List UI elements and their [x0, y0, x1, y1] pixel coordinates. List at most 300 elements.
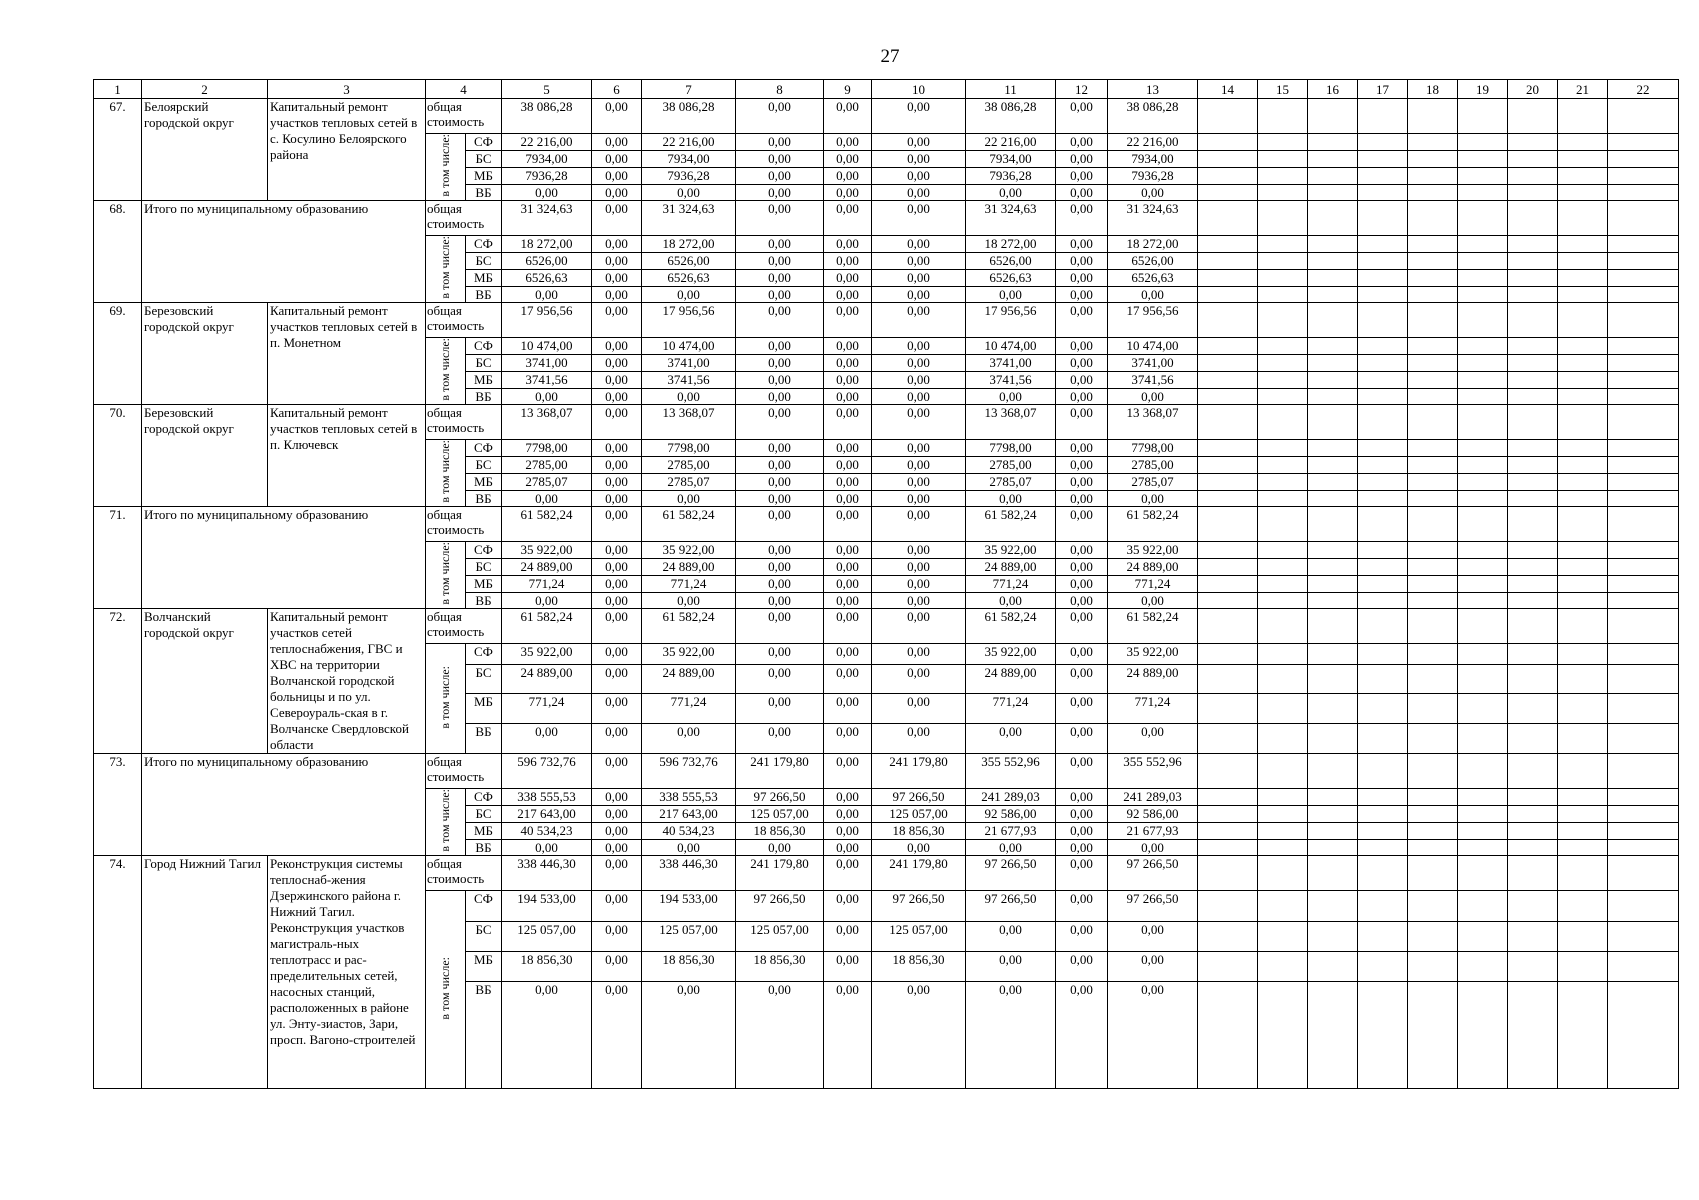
value-cell: 0,00: [1056, 151, 1108, 168]
value-cell: 0,00: [1056, 922, 1108, 952]
empty-cell: [1608, 270, 1679, 287]
empty-cell: [1508, 806, 1558, 823]
empty-cell: [1308, 355, 1358, 372]
empty-cell: [1608, 338, 1679, 355]
value-cell: 0,00: [502, 724, 592, 754]
fund-source-label: СФ: [466, 134, 502, 151]
empty-cell: [1458, 507, 1508, 542]
empty-cell: [1558, 201, 1608, 236]
municipality-name: Волчанский городской округ: [142, 609, 268, 754]
empty-cell: [1308, 559, 1358, 576]
value-cell: 0,00: [872, 303, 966, 338]
fund-source-label: БС: [466, 253, 502, 270]
table-row: [94, 856, 1679, 891]
empty-cell: [1508, 303, 1558, 338]
empty-cell: [1358, 922, 1408, 952]
value-cell: 0,00: [824, 270, 872, 287]
value-cell: 0,00: [824, 99, 872, 134]
value-cell: 6526,63: [502, 270, 592, 287]
value-cell: 194 533,00: [502, 891, 592, 922]
empty-cell: [1258, 440, 1308, 457]
empty-cell: [1458, 372, 1508, 389]
total-label: Итого по муниципальному образованию: [142, 507, 426, 609]
empty-cell: [1358, 287, 1408, 303]
empty-cell: [1408, 507, 1458, 542]
empty-cell: [1358, 609, 1408, 644]
value-cell: 0,00: [824, 134, 872, 151]
value-cell: 0,00: [642, 593, 736, 609]
empty-cell: [1308, 134, 1358, 151]
fund-source-label: БС: [466, 355, 502, 372]
value-cell: 0,00: [736, 185, 824, 201]
value-cell: 2785,00: [966, 457, 1056, 474]
empty-cell: [1458, 457, 1508, 474]
empty-cell: [1308, 185, 1358, 201]
empty-cell: [1258, 405, 1308, 440]
value-cell: 0,00: [592, 982, 642, 1089]
empty-cell: [1258, 287, 1308, 303]
value-cell: 97 266,50: [736, 789, 824, 806]
table-row: [94, 405, 1679, 440]
value-cell: 7936,28: [642, 168, 736, 185]
value-cell: 0,00: [824, 665, 872, 694]
empty-cell: [1308, 405, 1358, 440]
empty-cell: [1458, 168, 1508, 185]
empty-cell: [1608, 372, 1679, 389]
fund-source-label: МБ: [466, 576, 502, 593]
empty-cell: [1198, 891, 1258, 922]
value-cell: 61 582,24: [1108, 609, 1198, 644]
value-cell: 0,00: [824, 457, 872, 474]
value-cell: 0,00: [592, 270, 642, 287]
value-cell: 18 856,30: [736, 952, 824, 982]
value-cell: 0,00: [872, 338, 966, 355]
including-label: в том числе:: [438, 665, 452, 729]
value-cell: 35 922,00: [502, 542, 592, 559]
general-cost-label: общая стоимость: [426, 856, 502, 891]
value-cell: 0,00: [872, 724, 966, 754]
empty-cell: [1558, 609, 1608, 644]
empty-cell: [1258, 559, 1308, 576]
value-cell: 0,00: [872, 507, 966, 542]
empty-cell: [1558, 270, 1608, 287]
value-cell: 241 289,03: [966, 789, 1056, 806]
value-cell: 24 889,00: [642, 559, 736, 576]
empty-cell: [1408, 559, 1458, 576]
empty-cell: [1558, 474, 1608, 491]
empty-cell: [1408, 355, 1458, 372]
empty-cell: [1558, 576, 1608, 593]
empty-cell: [1558, 754, 1608, 789]
empty-cell: [1608, 559, 1679, 576]
value-cell: 0,00: [824, 372, 872, 389]
value-cell: 0,00: [592, 253, 642, 270]
empty-cell: [1308, 856, 1358, 891]
value-cell: 125 057,00: [872, 806, 966, 823]
empty-cell: [1308, 609, 1358, 644]
value-cell: 125 057,00: [502, 922, 592, 952]
value-cell: 35 922,00: [502, 644, 592, 665]
value-cell: 771,24: [1108, 576, 1198, 593]
value-cell: 7934,00: [1108, 151, 1198, 168]
empty-cell: [1558, 253, 1608, 270]
including-label-cell: [426, 891, 466, 1089]
value-cell: 7798,00: [966, 440, 1056, 457]
value-cell: 0,00: [592, 457, 642, 474]
value-cell: 0,00: [736, 491, 824, 507]
empty-cell: [1458, 840, 1508, 856]
value-cell: 0,00: [1056, 185, 1108, 201]
value-cell: 0,00: [824, 754, 872, 789]
empty-cell: [1458, 253, 1508, 270]
value-cell: 0,00: [824, 609, 872, 644]
value-cell: 0,00: [1056, 644, 1108, 665]
value-cell: 0,00: [592, 185, 642, 201]
value-cell: 0,00: [736, 372, 824, 389]
value-cell: 0,00: [592, 789, 642, 806]
empty-cell: [1608, 491, 1679, 507]
empty-cell: [1458, 856, 1508, 891]
value-cell: 0,00: [502, 491, 592, 507]
value-cell: 217 643,00: [642, 806, 736, 823]
value-cell: 38 086,28: [642, 99, 736, 134]
empty-cell: [1258, 576, 1308, 593]
object-name: Капитальный ремонт участков тепловых сетей в с. Косулино Белоярского района: [268, 99, 426, 201]
empty-cell: [1258, 609, 1308, 644]
including-label: в том числе:: [438, 440, 452, 503]
empty-cell: [1508, 891, 1558, 922]
empty-cell: [1508, 185, 1558, 201]
empty-cell: [1198, 270, 1258, 287]
value-cell: 0,00: [736, 593, 824, 609]
value-cell: 0,00: [592, 507, 642, 542]
value-cell: 0,00: [824, 405, 872, 440]
empty-cell: [1258, 236, 1308, 253]
value-cell: 0,00: [592, 405, 642, 440]
empty-cell: [1258, 389, 1308, 405]
value-cell: 0,00: [824, 389, 872, 405]
empty-cell: [1508, 724, 1558, 754]
value-cell: 0,00: [824, 982, 872, 1089]
value-cell: 0,00: [736, 287, 824, 303]
empty-cell: [1558, 440, 1608, 457]
empty-cell: [1258, 823, 1308, 840]
empty-cell: [1458, 474, 1508, 491]
empty-cell: [1558, 355, 1608, 372]
value-cell: 0,00: [736, 559, 824, 576]
table-row: [94, 201, 1679, 236]
empty-cell: [1258, 474, 1308, 491]
empty-cell: [1258, 982, 1308, 1089]
value-cell: 0,00: [872, 168, 966, 185]
page-number: 27: [880, 46, 900, 67]
empty-cell: [1198, 168, 1258, 185]
empty-cell: [1458, 338, 1508, 355]
value-cell: 0,00: [1056, 593, 1108, 609]
empty-cell: [1458, 724, 1508, 754]
value-cell: 0,00: [1108, 185, 1198, 201]
empty-cell: [1308, 440, 1358, 457]
fund-source-label: БС: [466, 665, 502, 694]
value-cell: 0,00: [872, 134, 966, 151]
empty-cell: [1308, 236, 1358, 253]
empty-cell: [1508, 922, 1558, 952]
value-cell: 0,00: [872, 982, 966, 1089]
value-cell: 0,00: [872, 253, 966, 270]
empty-cell: [1308, 491, 1358, 507]
value-cell: 2785,07: [1108, 474, 1198, 491]
empty-cell: [1258, 338, 1308, 355]
empty-cell: [1308, 270, 1358, 287]
value-cell: 3741,00: [1108, 355, 1198, 372]
value-cell: 0,00: [736, 355, 824, 372]
column-number-header: 3: [268, 80, 426, 99]
value-cell: 0,00: [736, 724, 824, 754]
empty-cell: [1508, 952, 1558, 982]
value-cell: 0,00: [872, 559, 966, 576]
fund-source-label: СФ: [466, 440, 502, 457]
empty-cell: [1358, 474, 1408, 491]
value-cell: 21 677,93: [966, 823, 1056, 840]
value-cell: 241 179,80: [736, 754, 824, 789]
value-cell: 771,24: [642, 576, 736, 593]
value-cell: 0,00: [1056, 287, 1108, 303]
empty-cell: [1608, 754, 1679, 789]
municipality-name: Город Нижний Тагил: [142, 856, 268, 1089]
empty-cell: [1358, 389, 1408, 405]
value-cell: 0,00: [966, 287, 1056, 303]
empty-cell: [1508, 491, 1558, 507]
table-row: [94, 303, 1679, 338]
value-cell: 35 922,00: [1108, 542, 1198, 559]
empty-cell: [1558, 99, 1608, 134]
column-number-header: 6: [592, 80, 642, 99]
value-cell: 3741,56: [1108, 372, 1198, 389]
empty-cell: [1408, 789, 1458, 806]
empty-cell: [1258, 694, 1308, 724]
empty-cell: [1458, 694, 1508, 724]
empty-cell: [1198, 823, 1258, 840]
value-cell: 18 856,30: [642, 952, 736, 982]
value-cell: 40 534,23: [642, 823, 736, 840]
empty-cell: [1608, 236, 1679, 253]
empty-cell: [1408, 457, 1458, 474]
value-cell: 0,00: [736, 665, 824, 694]
value-cell: 0,00: [824, 576, 872, 593]
empty-cell: [1198, 806, 1258, 823]
value-cell: 35 922,00: [966, 644, 1056, 665]
value-cell: 17 956,56: [1108, 303, 1198, 338]
value-cell: 217 643,00: [502, 806, 592, 823]
value-cell: 0,00: [1108, 389, 1198, 405]
value-cell: 92 586,00: [966, 806, 1056, 823]
value-cell: 40 534,23: [502, 823, 592, 840]
empty-cell: [1198, 609, 1258, 644]
value-cell: 0,00: [1108, 491, 1198, 507]
general-cost-label: общая стоимость: [426, 609, 502, 644]
empty-cell: [1558, 542, 1608, 559]
empty-cell: [1408, 405, 1458, 440]
empty-cell: [1258, 891, 1308, 922]
value-cell: 2785,07: [966, 474, 1056, 491]
column-number-header: 11: [966, 80, 1056, 99]
empty-cell: [1308, 806, 1358, 823]
value-cell: 0,00: [736, 99, 824, 134]
empty-cell: [1198, 372, 1258, 389]
value-cell: 0,00: [1056, 789, 1108, 806]
empty-cell: [1408, 270, 1458, 287]
empty-cell: [1558, 491, 1608, 507]
value-cell: 0,00: [824, 823, 872, 840]
value-cell: 0,00: [592, 372, 642, 389]
empty-cell: [1258, 542, 1308, 559]
empty-cell: [1558, 559, 1608, 576]
empty-cell: [1258, 457, 1308, 474]
empty-cell: [1458, 287, 1508, 303]
value-cell: 0,00: [592, 576, 642, 593]
empty-cell: [1608, 789, 1679, 806]
empty-cell: [1608, 355, 1679, 372]
including-label: в том числе:: [438, 956, 452, 1020]
empty-cell: [1308, 644, 1358, 665]
empty-cell: [1358, 952, 1408, 982]
value-cell: 13 368,07: [966, 405, 1056, 440]
empty-cell: [1358, 823, 1408, 840]
value-cell: 0,00: [824, 542, 872, 559]
value-cell: 0,00: [872, 576, 966, 593]
empty-cell: [1608, 440, 1679, 457]
value-cell: 35 922,00: [642, 644, 736, 665]
value-cell: 194 533,00: [642, 891, 736, 922]
empty-cell: [1608, 287, 1679, 303]
value-cell: 0,00: [1108, 724, 1198, 754]
empty-cell: [1198, 724, 1258, 754]
empty-cell: [1308, 982, 1358, 1089]
empty-cell: [1458, 355, 1508, 372]
empty-cell: [1558, 405, 1608, 440]
fund-source-label: БС: [466, 922, 502, 952]
empty-cell: [1198, 389, 1258, 405]
fund-source-label: МБ: [466, 474, 502, 491]
value-cell: 0,00: [824, 201, 872, 236]
empty-cell: [1608, 593, 1679, 609]
empty-cell: [1508, 405, 1558, 440]
value-cell: 125 057,00: [872, 922, 966, 952]
empty-cell: [1258, 168, 1308, 185]
value-cell: 0,00: [1056, 355, 1108, 372]
empty-cell: [1508, 856, 1558, 891]
value-cell: 3741,56: [966, 372, 1056, 389]
empty-cell: [1308, 694, 1358, 724]
empty-cell: [1608, 457, 1679, 474]
value-cell: 0,00: [1056, 542, 1108, 559]
value-cell: 0,00: [824, 236, 872, 253]
value-cell: 0,00: [592, 474, 642, 491]
empty-cell: [1308, 372, 1358, 389]
value-cell: 6526,00: [502, 253, 592, 270]
value-cell: 241 179,80: [736, 856, 824, 891]
value-cell: 0,00: [872, 457, 966, 474]
empty-cell: [1258, 724, 1308, 754]
value-cell: 0,00: [1056, 253, 1108, 270]
value-cell: 0,00: [592, 201, 642, 236]
row-number: 68.: [94, 201, 142, 303]
empty-cell: [1608, 609, 1679, 644]
value-cell: 0,00: [872, 185, 966, 201]
including-label-cell: [426, 236, 466, 303]
empty-cell: [1408, 474, 1458, 491]
value-cell: 18 856,30: [736, 823, 824, 840]
value-cell: 596 732,76: [502, 754, 592, 789]
empty-cell: [1458, 789, 1508, 806]
fund-source-label: СФ: [466, 644, 502, 665]
value-cell: 0,00: [824, 168, 872, 185]
value-cell: 0,00: [824, 952, 872, 982]
value-cell: 18 856,30: [872, 952, 966, 982]
value-cell: 0,00: [1108, 840, 1198, 856]
row-number: 73.: [94, 754, 142, 856]
value-cell: 0,00: [592, 856, 642, 891]
empty-cell: [1408, 236, 1458, 253]
value-cell: 24 889,00: [966, 559, 1056, 576]
empty-cell: [1198, 134, 1258, 151]
value-cell: 0,00: [824, 303, 872, 338]
empty-cell: [1608, 134, 1679, 151]
empty-cell: [1608, 201, 1679, 236]
empty-cell: [1408, 168, 1458, 185]
empty-cell: [1458, 270, 1508, 287]
empty-cell: [1358, 338, 1408, 355]
empty-cell: [1458, 405, 1508, 440]
value-cell: 0,00: [824, 474, 872, 491]
empty-cell: [1608, 405, 1679, 440]
empty-cell: [1258, 372, 1308, 389]
value-cell: 97 266,50: [1108, 891, 1198, 922]
empty-cell: [1308, 724, 1358, 754]
general-cost-label: общая стоимость: [426, 754, 502, 789]
value-cell: 0,00: [824, 806, 872, 823]
value-cell: 24 889,00: [1108, 665, 1198, 694]
value-cell: 0,00: [824, 922, 872, 952]
empty-cell: [1608, 151, 1679, 168]
empty-cell: [1408, 542, 1458, 559]
empty-cell: [1198, 542, 1258, 559]
value-cell: 18 272,00: [966, 236, 1056, 253]
value-cell: 0,00: [592, 559, 642, 576]
object-name: Капитальный ремонт участков сетей теплоснабжения, ГВС и ХВС на территории Волчанской городской больницы и по ул. Североураль-ская в г. Волчанске Свердловской области: [268, 609, 426, 754]
value-cell: 0,00: [1056, 99, 1108, 134]
value-cell: 241 179,80: [872, 856, 966, 891]
including-label: в том числе:: [438, 789, 452, 852]
value-cell: 0,00: [736, 338, 824, 355]
value-cell: 0,00: [502, 185, 592, 201]
empty-cell: [1408, 338, 1458, 355]
value-cell: 0,00: [736, 253, 824, 270]
empty-cell: [1308, 542, 1358, 559]
value-cell: 0,00: [824, 185, 872, 201]
column-number-header: 18: [1408, 80, 1458, 99]
value-cell: 17 956,56: [502, 303, 592, 338]
empty-cell: [1198, 303, 1258, 338]
including-label: в том числе:: [438, 236, 452, 299]
value-cell: 97 266,50: [872, 789, 966, 806]
value-cell: 0,00: [824, 724, 872, 754]
value-cell: 0,00: [736, 168, 824, 185]
value-cell: 18 856,30: [872, 823, 966, 840]
column-number-header: 14: [1198, 80, 1258, 99]
empty-cell: [1198, 151, 1258, 168]
empty-cell: [1508, 559, 1558, 576]
